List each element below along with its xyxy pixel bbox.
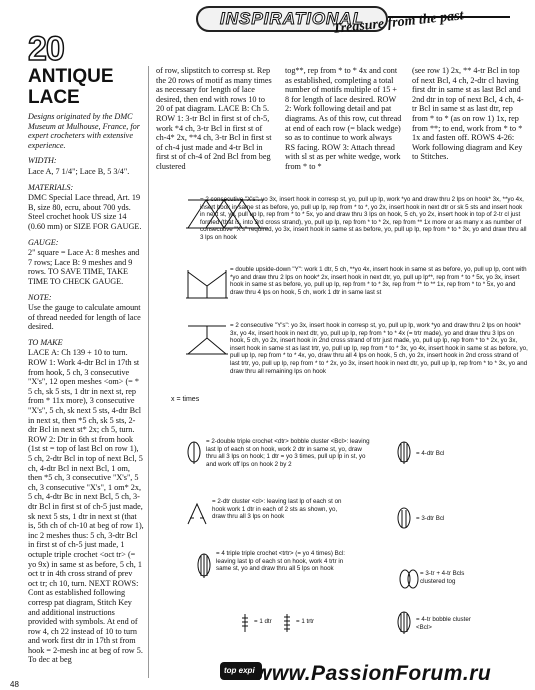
bobble-4tr-label: = 4-tr bobble cluster <Bcl> bbox=[416, 616, 471, 631]
y-symbol-icon bbox=[184, 266, 230, 300]
column-divider bbox=[148, 66, 149, 678]
bobble-clustered-icon bbox=[398, 568, 420, 590]
designed-by: Designs originated by the DMC Museum at Mulhouse, France, for expert crocheters with extensive experience. bbox=[28, 112, 140, 150]
pattern-number: 20 bbox=[28, 30, 64, 68]
make-text: LACE A: Ch 139 + 10 to turn. ROW 1: Work 4-dtr Bcl in 17th st from hook, 5 ch, 3 consecutive "X's", 12 open meshes <om> (= * 5 ch, sk 5 sts, 1 dtr in next st, rep from * 11x more), 3 consecutive "X's", 5 ch, sk next 5 sts, 4-dtr Bcl in next st, then *5 ch, sk 5 sts, 2-dtr Bcl in next st* 2x; ch 5, turn. ROW 2: Dtr in 6th st from hook (1st st = top of last Bcl on row 1), 5 ch, 2-dtr Bcl in top of next Bcl, 5 ch, 4-dtr Bcl in next Bcl, 1 om, then *5 ch, 3 consecutive "X's", 5 ch, 3 consecutive "X's", 1 om* 2x, 5 ch, 4-dtr Bc in next Bcl, 5 ch, 3-dtr Bcl in first st of ch-5 just made, sk next 5 sts, 1 dtr in next st (that is, 5th ch of ch-10 at beg of row 1), inc 2 meshes thus: 5 ch, 3-dtr Bcl in first st of ch-5 just made, 1 octuple triple crochet <oct tr> (= yo 9x) in same st as before, 5 ch, 1 oct tr in 4th cross strand of prev oct tr; ch 10, turn. NEXT ROWS: Cont as established following corresp pat diagram, Stitch Key and additional instructions provided with symbols. At end of row 4, ch 22 instead of 10 to turn and work first dtr in 17th st from hook = 2-mesh inc at beg of row 5. To dec at beg bbox=[28, 348, 144, 665]
banner-text: INSPIRATIONAL bbox=[220, 9, 364, 28]
bobble-2dtr-text: = 2-double triple crochet <dtr> bobble cluster <Bcl>: leaving last lp of each st on hook, work 2 dtr in same st, yo, draw thru all 3 lps on hook; 1 dtr = yo 3 times, pull up lp in st, yo and work off lps on hook 2 by 2 bbox=[206, 438, 370, 468]
key-x-text: = 2 consecutive "X's": yo 3x, insert hook in corresp st, yo, pull up lp, work *yo and draw thru 2 lps on hook* 3x, **yo 4x, insert hook in same st as before, yo, pull up lp, rep from * to *, yo 2x, insert hook in next dtr or sk 5 sts and insert hook in next st, yo, pull up lp, rep from * to * 5x, yo and draw thru 3 lps on hook, 5 ch, yo 2x, insert hook in top of 2-tr cl just formed (that is, into 3rd cross strand), yo, pull up lp, rep from * to * 2x, rep from ** 1x more or as many x as number of consecutive "X's" required, yo 3x, insert hook in same st as before, yo, pull up lp, rep from * to * 3x, yo and draw thru all 3 lps on hook bbox=[200, 196, 527, 241]
trtr-icon bbox=[282, 612, 292, 634]
page-number: 48 bbox=[10, 680, 19, 689]
materials-heading: MATERIALS: bbox=[28, 182, 74, 192]
key-ys-text: = 2 consecutive "Y's": yo 3x, insert hook in corresp st, yo, pull up lp, work *yo and draw thru 2 lps on hook* 3x, yo 4x, insert hook in next dtr, yo, pull up lp, rep from * to * 4x (= trtr made), yo and draw thru 3 lps on hook, 5 ch, yo 2x, insert hook in 2nd cross strand of trtr just made, yo, pull up lp, rep from * to * 2x, yo 3x, insert hook in same st as last trtr, yo, pull up lp, rep from * to * 3x, yo 4x, insert hook in same st as before, yo, pull up lp, rep from * to * 4x, yo, draw thru all 4 lps on hook, 5 ch, yo 2x, insert hook in 2nd cross strand of last trtr, yo, pull up lp, rep from * to * 2x, yo 3x, insert hook in next dtr, yo, pull up lp, rep from * to * 3x, yo and draw thru all remaining lps on hook bbox=[230, 322, 528, 375]
text-column-3: tog**, rep from * to * 4x and cont as established, completing a total number of motifs multiple of 15 + 8 for length of lace desired. ROW 2: Work following detail and pat diagrams. As of this row, cut thread at end of each row (= black wedge) so as to continue to work always RS facing. ROW 3: Attach thread with sl st as per white wedge, work from * to * bbox=[285, 66, 402, 171]
width-text: Lace A, 7 1/4"; Lace B, 5 3/4". bbox=[28, 166, 130, 176]
bobble-3dtr-icon bbox=[396, 506, 412, 532]
cluster-2dtr-text: = 2-dtr cluster <cl>: leaving last lp of each st on hook work 1 dtr in each of 2 sts as shown, yo, draw thru all 3 lps on hook bbox=[212, 498, 342, 521]
bobble-4tr-icon bbox=[396, 610, 412, 636]
trtr-label: = 1 trtr bbox=[296, 618, 315, 625]
bobble-4dtr-label: = 4-dtr Bcl bbox=[416, 450, 445, 457]
key-y-text: = double upside-down "Y": work 1 dtr, 5 ch, **yo 4x, insert hook in same st as before, yo, pull up lp, cont with *yo and draw thru 2 lps on hook* 2x, insert hook in next dtr, yo, pull up lp**, rep from * to * 5x, yo 3x, insert hook in same st as before, yo, pull up lp, rep from * to * 3x, rep from ** to ** 1x, rep from * to * 5x, yo and draw thru 4 lps on hook, 5 ch, work 1 dtr in same last st bbox=[230, 266, 527, 296]
cluster-2dtr-icon bbox=[186, 500, 208, 526]
pattern-title: ANTIQUE LACE bbox=[28, 66, 114, 108]
text-column-2: of row, slipstitch to corresp st. Rep the 20 rows of motif as many times as necessary for length of lace desired, then end with rows 10 to 20 of pat diagram. LACE B: Ch 5. ROW 1: 3-tr Bcl in first st of ch-5, work *4 ch, 3-tr Bcl in first st of ch-4* 2x, **4 ch, 3-tr Bcl in first st of ch-4 just made and 4-tr Bcl in first st of ch-4 of 2nd Bcl from beg clustered bbox=[156, 66, 272, 171]
bobble-3dtr-label: = 3-dtr Bcl bbox=[416, 515, 445, 522]
make-heading: TO MAKE bbox=[28, 337, 63, 347]
dtr-label: = 1 dtr bbox=[254, 618, 272, 625]
sidebar-column bbox=[28, 112, 144, 671]
bobble-4trtr-text: = 4 triple triple crochet <trtr> (= yo 4 times) Bcl: leaving last lp of each st on hook, work 4 trtr in same st, yo and draw thru all 5 lps on hook bbox=[216, 550, 345, 573]
note-text: Use the gauge to calculate amount of thread needed for length of lace desired. bbox=[28, 303, 141, 332]
bobble-clustered-label: = 3-tr + 4-tr Bcls clustered tog bbox=[420, 570, 465, 585]
ys-symbol-icon bbox=[184, 322, 230, 356]
section-subtitle: Treasure from the past bbox=[332, 8, 465, 37]
bobble-4trtr-icon bbox=[196, 552, 212, 580]
corner-badge-text: top expi bbox=[224, 666, 255, 675]
materials-text: DMC Special Lace thread, Art. 19 B, size 80, ecru, about 700 yds. Steel crochet hook US size 14 (0.60 mm) or SIZE FOR GAUGE. bbox=[28, 193, 142, 231]
bobble-4dtr-icon bbox=[396, 440, 412, 466]
dtr-icon bbox=[240, 612, 250, 634]
note-heading: NOTE: bbox=[28, 292, 52, 302]
width-heading: WIDTH: bbox=[28, 156, 57, 166]
watermark: www.PassionForum.ru bbox=[255, 662, 492, 685]
times-legend: x = times bbox=[171, 396, 200, 403]
bobble-2dtr-icon bbox=[186, 440, 202, 466]
gauge-text: 2" square = Lace A: 8 meshes and 7 rows; Lace B: 9 meshes and 9 rows. TO SAVE TIME, TAKE TIME TO CHECK GAUGE. bbox=[28, 248, 140, 286]
text-column-4: (see row 1) 2x, ** 4-tr Bcl in top of next Bcl, 4 ch, 2-dtr cl having first dtr in same st as last Bcl and 2nd dtr in top of next Bcl, 4 ch, 4-tr Bcl in same st as last dtr, rep from * to * (as on row 1) 1x, rep from **; to end, work from * to * 1x and fasten off. ROWS 4-26: Work following diagram and Key to Stitches. bbox=[412, 66, 524, 162]
gauge-heading: GAUGE: bbox=[28, 237, 59, 247]
